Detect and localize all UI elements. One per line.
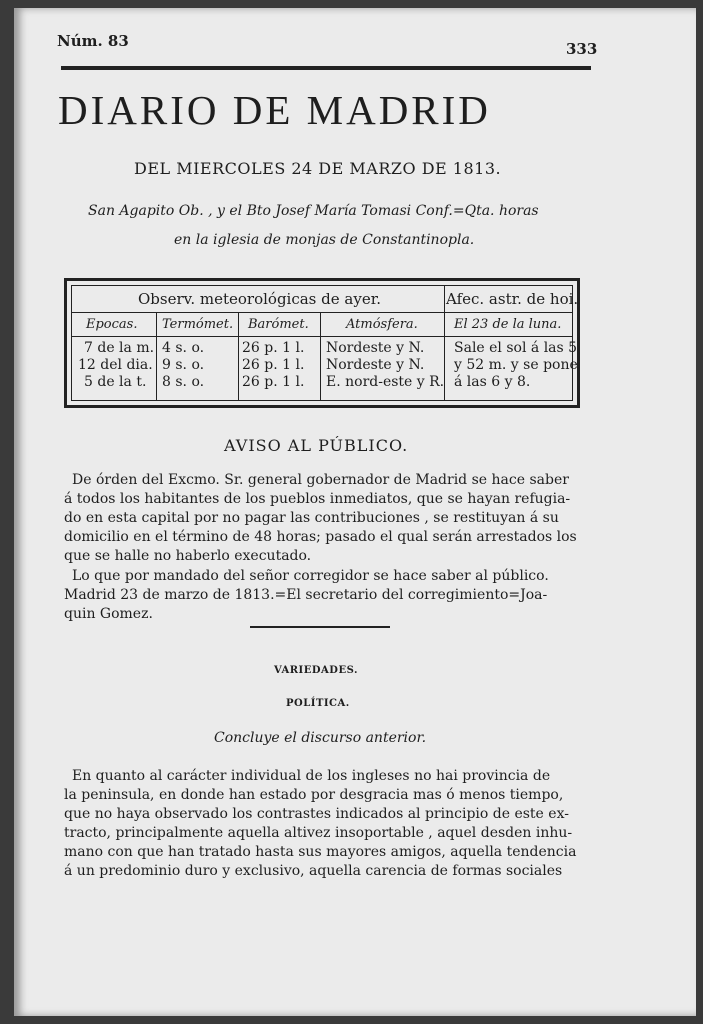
notice-p1-line: domicilio en el término de 48 horas; pasado el qual serán arrestados los xyxy=(64,529,577,545)
article-line: mano con que han tratado hasta sus mayores amigos, aquella tendencia xyxy=(64,844,577,860)
section-title: VARIEDADES. xyxy=(274,665,358,676)
notice-p2-line: Madrid 23 de marzo de 1813.=El secretario del corregimiento=Joa- xyxy=(64,587,548,603)
notice-title: AVISO AL PÚBLICO. xyxy=(224,436,409,455)
col-luna: El 23 de la luna. xyxy=(454,317,562,332)
astro-line-2: y 52 m. y se pone xyxy=(454,357,578,373)
astro-heading: Afec. astr. de hoi. xyxy=(446,290,579,308)
saints-line-2: en la iglesia de monjas de Constantinopla. xyxy=(174,232,475,248)
article-line: que no haya observado los contrastes indicados al principio de este ex- xyxy=(64,806,569,822)
row1-barometro: 26 p. 1 l. xyxy=(242,340,305,356)
notice-p2-line: quin Gomez. xyxy=(64,606,153,622)
article-line: En quanto al carácter individual de los ingleses no hai provincia de xyxy=(72,768,551,784)
newspaper-page xyxy=(14,8,696,1016)
table-rule-2 xyxy=(72,336,572,337)
notice-p1-line: que se halle no haberlo executado. xyxy=(64,548,312,564)
article-line: la peninsula, en donde han estado por desgracia mas ó menos tiempo, xyxy=(64,787,564,803)
row2-atmosfera: Nordeste y N. xyxy=(326,357,425,373)
weather-table xyxy=(64,278,580,408)
notice-p1-line: á todos los habitantes de los pueblos inmediatos, que se hayan refugia- xyxy=(64,491,571,507)
col-epocas: Epocas. xyxy=(86,317,138,332)
article-line: á un predominio duro y exclusivo, aquella carencia de formas sociales xyxy=(64,863,563,879)
row1-epoca: 7 de la m. xyxy=(84,340,155,356)
notice-p1-line: De órden del Excmo. Sr. general gobernador de Madrid se hace saber xyxy=(72,472,569,488)
row2-barometro: 26 p. 1 l. xyxy=(242,357,305,373)
table-rule-1 xyxy=(72,312,572,313)
saints-line-1: San Agapito Ob. , y el Bto Josef María Tomasi Conf.=Qta. horas xyxy=(88,203,539,219)
section-separator xyxy=(250,626,390,628)
page-number: 333 xyxy=(566,40,598,58)
row3-termometro: 8 s. o. xyxy=(162,374,205,390)
row1-termometro: 4 s. o. xyxy=(162,340,205,356)
col-atmosfera: Atmósfera. xyxy=(346,317,418,332)
col-termometro: Termómet. xyxy=(162,317,234,332)
table-divider-4 xyxy=(444,286,445,400)
table-divider-2 xyxy=(238,312,239,400)
row3-epoca: 5 de la t. xyxy=(84,374,147,390)
astro-line-3: á las 6 y 8. xyxy=(454,374,531,390)
table-divider-1 xyxy=(156,312,157,400)
astro-line-1: Sale el sol á las 5 xyxy=(454,340,578,356)
row3-barometro: 26 p. 1 l. xyxy=(242,374,305,390)
table-divider-3 xyxy=(320,312,321,400)
row2-termometro: 9 s. o. xyxy=(162,357,205,373)
masthead-title: DIARIO DE MADRID xyxy=(58,87,491,133)
article-line: tracto, principalmente aquella altivez insoportable , aquel desden inhu- xyxy=(64,825,573,841)
row2-epoca: 12 del dia. xyxy=(78,357,153,373)
weather-heading: Observ. meteorológicas de ayer. xyxy=(138,290,381,308)
dateline: DEL MIERCOLES 24 DE MARZO DE 1813. xyxy=(134,159,502,178)
header-rule xyxy=(61,66,591,70)
article-subheading: Concluye el discurso anterior. xyxy=(214,730,427,746)
issue-number: Núm. 83 xyxy=(57,32,129,50)
col-barometro: Barómet. xyxy=(248,317,309,332)
row1-atmosfera: Nordeste y N. xyxy=(326,340,425,356)
subsection-title: POLÍTICA. xyxy=(286,698,350,709)
weather-table-inner xyxy=(71,285,579,401)
row3-atmosfera: E. nord-este y R. xyxy=(326,374,445,390)
notice-p1-line: do en esta capital por no pagar las contribuciones , se restituyan á su xyxy=(64,510,559,526)
notice-p2-line: Lo que por mandado del señor corregidor se hace saber al público. xyxy=(72,568,549,584)
